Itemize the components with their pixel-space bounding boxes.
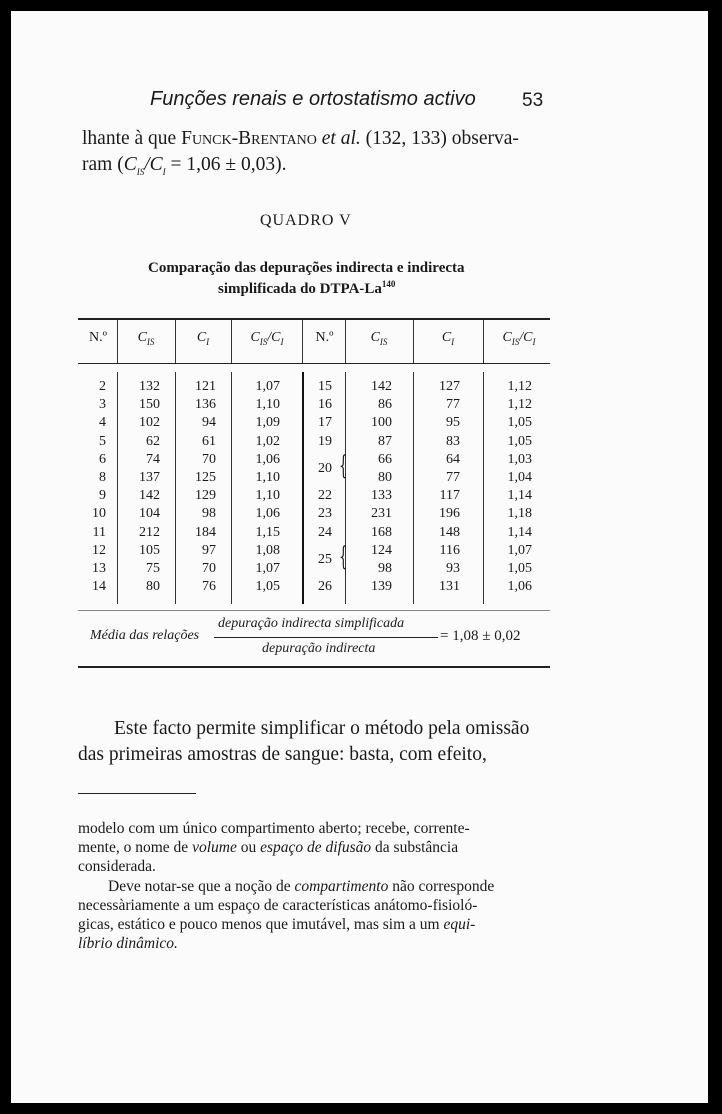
table-cell: 168 bbox=[371, 524, 392, 540]
header-cis-left bbox=[118, 330, 174, 347]
table-cell: 1,09 bbox=[255, 415, 280, 431]
table-cell: 66 bbox=[378, 451, 392, 467]
table-cell: 1,05 bbox=[255, 579, 280, 595]
header-sub: IS bbox=[146, 336, 155, 347]
header-no-left: N.º bbox=[89, 330, 107, 345]
header-ratio-left bbox=[232, 330, 302, 347]
header-cis-right bbox=[346, 330, 412, 347]
formula-c: C bbox=[123, 154, 137, 175]
header-c: C bbox=[196, 330, 207, 345]
table-cell: 13 bbox=[92, 560, 106, 576]
table-caption-line-2 bbox=[218, 279, 395, 298]
intro-text: ram ( bbox=[82, 154, 124, 175]
table-cell: 16 bbox=[318, 397, 332, 413]
header-c: C bbox=[137, 330, 147, 345]
header-sub: IS bbox=[511, 336, 520, 347]
intro-line-2 bbox=[82, 154, 286, 177]
table-cell: 83 bbox=[446, 433, 460, 449]
header-sub: I bbox=[451, 336, 455, 347]
table-cell: 136 bbox=[195, 397, 216, 413]
table-cell: 133 bbox=[371, 488, 392, 504]
col-no-right bbox=[304, 378, 332, 596]
col-cis-right bbox=[346, 378, 392, 596]
page-number: 53 bbox=[522, 90, 544, 111]
table-cell: 184 bbox=[195, 524, 216, 540]
table-cell: 105 bbox=[139, 542, 160, 558]
table-cell: 62 bbox=[146, 433, 160, 449]
table-cell: 8 bbox=[99, 469, 106, 485]
table-cell: 80 bbox=[378, 469, 392, 485]
table-cell: 22 bbox=[318, 488, 332, 504]
table-cell: 2 bbox=[99, 379, 106, 394]
table-cell: 1,05 bbox=[507, 560, 532, 576]
caption-superscript: 140 bbox=[381, 279, 396, 289]
table-cell: 76 bbox=[202, 579, 216, 595]
table-top-rule bbox=[78, 318, 550, 320]
intro-line-1 bbox=[82, 128, 519, 150]
table-cell: 23 bbox=[318, 506, 332, 522]
table-cell: 97 bbox=[202, 542, 216, 558]
table-cell: 12 bbox=[92, 542, 106, 558]
table-cell: 142 bbox=[139, 488, 160, 504]
table-cell: 1,10 bbox=[255, 469, 280, 485]
table-cell: 1,14 bbox=[507, 488, 532, 504]
header-c: C bbox=[502, 330, 512, 345]
table-cell: 129 bbox=[195, 488, 216, 504]
footnote-text: da substância bbox=[371, 839, 459, 856]
table-cell: 117 bbox=[439, 488, 460, 504]
table-caption-line-1: Comparação das depurações indirecta e indirecta bbox=[148, 260, 465, 276]
table-cell: 131 bbox=[439, 579, 460, 595]
table-cell: 116 bbox=[439, 542, 460, 558]
table-cell: 102 bbox=[139, 415, 160, 431]
table-cell: 77 bbox=[446, 469, 460, 485]
table-cell: 24 bbox=[318, 524, 332, 540]
table-cell: 132 bbox=[139, 379, 160, 394]
table-cell: 1,07 bbox=[507, 542, 532, 558]
formula-c: /C bbox=[144, 154, 163, 175]
table-cell: 104 bbox=[139, 506, 160, 522]
col-ratio-left bbox=[232, 378, 280, 596]
footnote-text: não corresponde bbox=[388, 878, 495, 895]
footnote-text: ou bbox=[236, 839, 261, 856]
table-cell: 1,15 bbox=[255, 524, 280, 540]
table-cell: 64 bbox=[446, 451, 460, 467]
footnote-line: considerada. bbox=[78, 858, 156, 875]
footnote-italic: equi- bbox=[443, 916, 476, 933]
table-cell: 77 bbox=[446, 397, 460, 413]
author-name: Funck-Brentano bbox=[181, 128, 317, 149]
table-cell: 121 bbox=[195, 379, 216, 394]
footnote-italic: volume bbox=[192, 839, 237, 856]
header-sub: IS bbox=[379, 336, 388, 347]
table-cell: 14 bbox=[92, 579, 106, 595]
header-sub: I bbox=[532, 336, 536, 347]
table-cell: 125 bbox=[195, 469, 216, 485]
table-cell: 6 bbox=[99, 451, 106, 467]
table-cell: 1,04 bbox=[507, 469, 532, 485]
table-cell: 19 bbox=[318, 433, 332, 449]
footnote-line bbox=[78, 935, 178, 953]
et-al: et al. bbox=[316, 128, 361, 149]
mean-result: = 1,08 ± 0,02 bbox=[440, 628, 521, 644]
table-cell: 1,02 bbox=[255, 433, 280, 449]
footnote-italic: compartimento bbox=[294, 878, 389, 895]
table-cell: 137 bbox=[139, 469, 160, 485]
formula-value: = 1,06 ± 0,03). bbox=[165, 154, 287, 175]
table-cell: 93 bbox=[446, 560, 460, 576]
mean-denominator: depuração indirecta bbox=[262, 641, 376, 656]
table-cell: 1,18 bbox=[507, 506, 532, 522]
header-c: C bbox=[441, 330, 452, 345]
table-cell: 26 bbox=[318, 579, 332, 595]
table-cell: 25 bbox=[318, 551, 332, 567]
table-cell: 70 bbox=[202, 560, 216, 576]
table-cell: 127 bbox=[439, 379, 460, 394]
table-cell: 148 bbox=[439, 524, 460, 540]
table-cell: 1,06 bbox=[507, 579, 532, 595]
formula-sub: I bbox=[162, 166, 166, 177]
table-cell: 100 bbox=[371, 415, 392, 431]
mean-label: Média das relações bbox=[90, 628, 200, 643]
header-c: C bbox=[250, 330, 260, 345]
table-cell: 124 bbox=[371, 542, 392, 558]
table-cell: 98 bbox=[378, 560, 392, 576]
table-cell: 74 bbox=[146, 451, 160, 467]
table-cell: 150 bbox=[139, 397, 160, 413]
header-sub: I bbox=[206, 336, 210, 347]
mean-numerator: depuração indirecta simplificada bbox=[218, 616, 405, 631]
intro-text: (132, 133) observa- bbox=[360, 128, 519, 149]
table-cell: 1,06 bbox=[255, 451, 280, 467]
footnote-line bbox=[78, 839, 458, 857]
table-cell: 1,12 bbox=[507, 397, 532, 413]
table-cell: 196 bbox=[439, 506, 460, 522]
footnote-line bbox=[108, 878, 494, 896]
fraction-bar bbox=[214, 637, 438, 638]
footnote-text: mente, o nome de bbox=[78, 839, 193, 856]
footnote-italic: espaço de difusão bbox=[260, 839, 372, 856]
table-cell: 1,06 bbox=[255, 506, 280, 522]
table-label: QUADRO V bbox=[260, 212, 352, 229]
brace-icon: { bbox=[339, 451, 348, 481]
running-header-title: Funções renais e ortostatismo activo bbox=[150, 88, 476, 110]
footnote-line: modelo com um único compartimento aberto; recebe, corrente- bbox=[78, 820, 470, 837]
paragraph-line-1: Este facto permite simplificar o método pela omissão bbox=[114, 718, 530, 739]
header-sub: I bbox=[280, 336, 284, 347]
footnote-rule bbox=[78, 793, 196, 794]
table-cell: 1,10 bbox=[255, 488, 280, 504]
header-ratio-right bbox=[484, 330, 554, 347]
table-cell: 15 bbox=[318, 379, 332, 394]
header-slash: /C bbox=[519, 330, 533, 345]
table-cell: 95 bbox=[446, 415, 460, 431]
table-cell: 11 bbox=[92, 524, 106, 540]
table-cell: 139 bbox=[371, 579, 392, 595]
table-cell: 20 bbox=[318, 460, 332, 476]
col-divider bbox=[302, 320, 303, 363]
table-cell: 1,14 bbox=[507, 524, 532, 540]
header-ci-right bbox=[414, 330, 482, 347]
paragraph-line-2: das primeiras amostras de sangue: basta, com efeito, bbox=[78, 744, 487, 765]
col-ci-left bbox=[176, 378, 216, 596]
header-slash: /C bbox=[267, 330, 281, 345]
header-c: C bbox=[370, 330, 380, 345]
table-cell: 86 bbox=[378, 397, 392, 413]
header-no-right: N.º bbox=[315, 330, 334, 345]
table-cell: 1,07 bbox=[255, 379, 280, 394]
table-bottom-rule bbox=[78, 666, 550, 668]
table-header-rule bbox=[78, 363, 550, 364]
table-cell: 1,12 bbox=[507, 379, 532, 394]
table-cell: 80 bbox=[146, 579, 160, 595]
table-cell: 1,03 bbox=[507, 451, 532, 467]
intro-text: lhante à que bbox=[82, 128, 182, 149]
table-cell: 142 bbox=[371, 379, 392, 394]
table-cell: 212 bbox=[139, 524, 160, 540]
footnote-text: Deve notar-se que a noção de bbox=[108, 878, 295, 895]
table-cell: 3 bbox=[99, 397, 106, 413]
table-cell: 4 bbox=[99, 415, 106, 431]
table-cell: 9 bbox=[99, 488, 106, 504]
table-cell: 1,05 bbox=[507, 433, 532, 449]
header-sub: IS bbox=[259, 336, 268, 347]
table-cell: 94 bbox=[202, 415, 216, 431]
table-cell: 17 bbox=[318, 415, 332, 431]
table-cell: 1,05 bbox=[507, 415, 532, 431]
table-cell: 231 bbox=[371, 506, 392, 522]
col-no-left bbox=[78, 378, 106, 596]
footnote-line: necessàriamente a um espaço de características anátomo-fisioló- bbox=[78, 897, 478, 914]
caption-text: simplificada do DTPA-La bbox=[218, 281, 382, 297]
table-cell: 5 bbox=[99, 433, 106, 449]
footnote-text: gicas, estático e pouco menos que imutável, mas sim a um bbox=[78, 916, 444, 933]
table-cell: 1,08 bbox=[255, 542, 280, 558]
col-ci-right bbox=[414, 378, 460, 596]
header-ci-left bbox=[176, 330, 230, 347]
table-cell: 1,07 bbox=[255, 560, 280, 576]
table-body-rule bbox=[78, 610, 550, 611]
table-cell: 70 bbox=[202, 451, 216, 467]
footnote-italic: líbrio dinâmico. bbox=[78, 935, 178, 952]
table-cell: 98 bbox=[202, 506, 216, 522]
table-cell: 1,10 bbox=[255, 397, 280, 413]
table-cell: 10 bbox=[92, 506, 106, 522]
table-cell: 75 bbox=[146, 560, 160, 576]
col-ratio-right bbox=[484, 378, 532, 596]
col-cis-left bbox=[118, 378, 160, 596]
table-cell: 61 bbox=[202, 433, 216, 449]
formula-sub: IS bbox=[136, 166, 145, 177]
brace-icon: { bbox=[339, 542, 348, 572]
table-cell: 87 bbox=[378, 433, 392, 449]
footnote-line bbox=[78, 916, 475, 934]
